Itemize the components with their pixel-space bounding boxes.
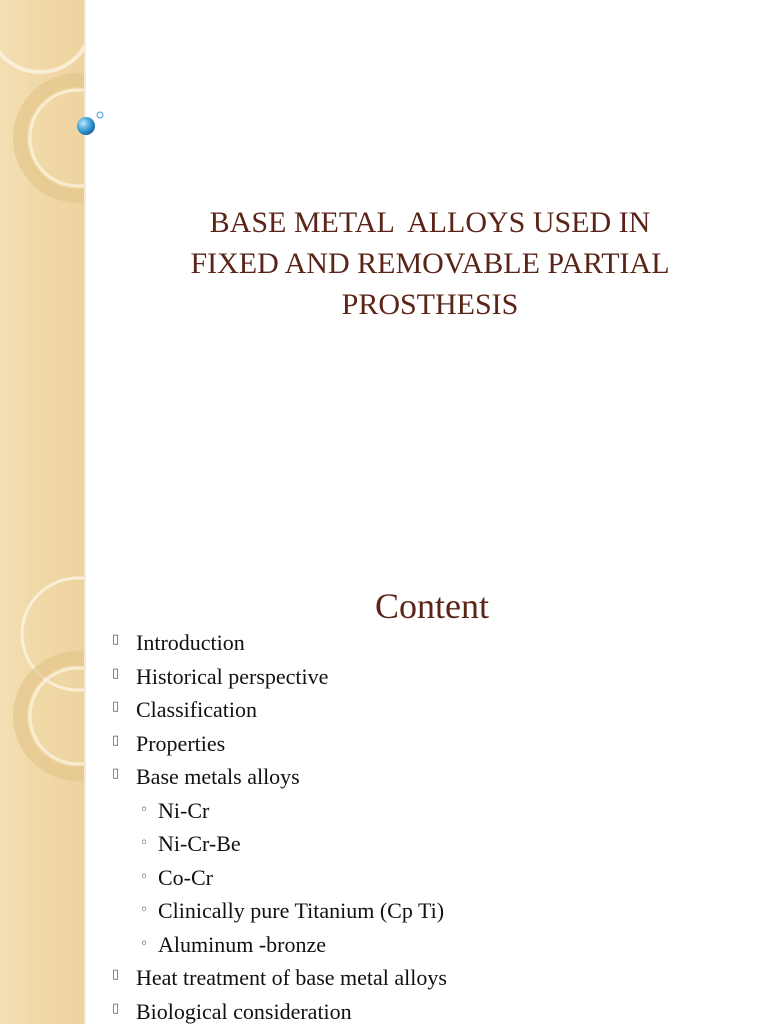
bullet-icon: ▯ xyxy=(112,766,120,781)
bullet-icon: ▯ xyxy=(112,732,120,748)
list-item xyxy=(112,693,447,727)
list-subitem xyxy=(112,861,447,895)
list-item-text: Introduction xyxy=(136,630,245,655)
content-slide xyxy=(0,576,768,1024)
list-subitem xyxy=(112,794,447,828)
title-line: PROSTHESIS xyxy=(341,288,519,321)
list-item xyxy=(112,727,447,761)
list-item xyxy=(112,961,447,995)
sub-bullet-icon: ◦ xyxy=(140,801,149,818)
bullet-icon: ▯ xyxy=(112,1000,120,1016)
blue-dot-icon xyxy=(72,108,112,138)
band-edge xyxy=(84,576,86,1024)
sub-bullet-icon: ◦ xyxy=(140,902,149,918)
list-item-text: Aluminum -bronze xyxy=(158,931,327,957)
list-item xyxy=(112,760,447,794)
list-item xyxy=(112,995,447,1024)
band-edge xyxy=(84,0,86,576)
list-item-text: Properties xyxy=(136,730,226,756)
decorative-side-band xyxy=(0,576,84,1024)
list-item-text: Classification xyxy=(136,697,257,722)
list-item xyxy=(112,626,447,660)
bullet-icon: ▯ xyxy=(112,665,120,681)
list-item-text: Heat treatment of base metal alloys xyxy=(136,965,447,990)
slide-title xyxy=(120,202,740,325)
list-item-text: Clinically pure Titanium (Cp Ti) xyxy=(158,898,445,923)
list-item-text: Ni-Cr-Be xyxy=(158,831,241,856)
bullet-icon: ▯ xyxy=(112,632,120,647)
list-item-text: Base metals alloys xyxy=(136,764,300,789)
list-subitem xyxy=(112,827,447,861)
list-subitem xyxy=(112,894,447,928)
content-heading: Content xyxy=(375,586,489,626)
sub-bullet-icon: ◦ xyxy=(140,935,149,952)
bullet-icon: ▯ xyxy=(112,967,120,982)
bullet-icon: ▯ xyxy=(112,699,120,714)
content-list xyxy=(112,626,447,1024)
list-item-text: Biological consideration xyxy=(136,998,352,1024)
decorative-rings xyxy=(0,576,84,1024)
title-line: BASE METAL ALLOYS USED IN xyxy=(209,206,651,239)
decorative-rings xyxy=(0,0,84,576)
sub-bullet-icon: ◦ xyxy=(140,868,149,885)
decorative-side-band xyxy=(0,0,84,576)
list-subitem xyxy=(112,928,447,962)
list-item-text: Historical perspective xyxy=(136,663,329,689)
list-item-text: Co-Cr xyxy=(158,864,213,890)
title-line: FIXED AND REMOVABLE PARTIAL xyxy=(190,247,670,280)
sub-bullet-icon: ◦ xyxy=(140,835,149,851)
list-item xyxy=(112,660,447,694)
list-item-text: Ni-Cr xyxy=(158,797,210,823)
